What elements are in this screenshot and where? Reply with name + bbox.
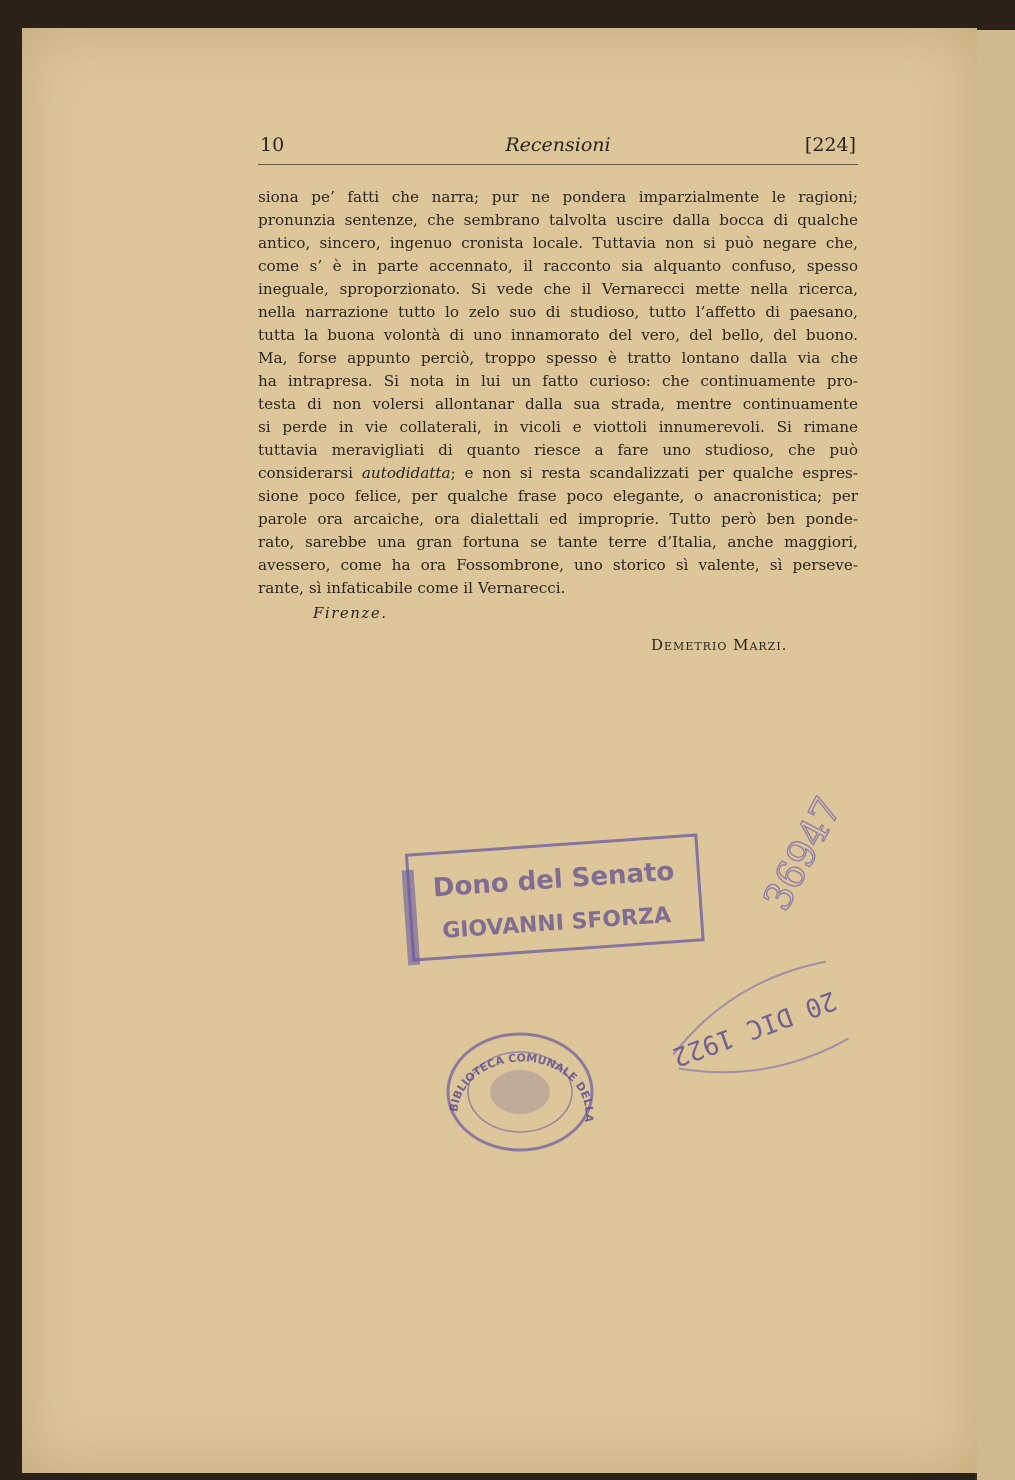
donation-stamp-line-2: GIOVANNI SFORZA (441, 902, 672, 944)
body-line: rante, sì infaticabile come il Vernarecci. (258, 579, 566, 597)
body-line: come s’ è in parte accennato, il racconto sia alquanto confuso, spesso (258, 257, 858, 275)
body-line: Ma, forse appunto perciò, troppo spesso è tratto lontano dalla via che (258, 349, 858, 367)
body-line: pronunzia sentenze, che sembrano talvolta uscire dalla bocca di qualche (258, 211, 858, 229)
body-line: tuttavia meravigliati di quanto riesce a fare uno studioso, che può (258, 441, 858, 459)
page-number: 10 (260, 134, 285, 156)
place-signature: Firenze. (313, 604, 388, 622)
body-line: considerarsi autodidatta; e non si resta scandalizzati per qualche espres- (258, 464, 858, 482)
accession-number (755, 790, 851, 917)
date-stamp (659, 958, 854, 1100)
body-line: avessero, come ha ora Fossombrone, uno storico sì valente, sì perseve- (258, 556, 858, 574)
library-seal-text: BIBLIOTECA COMUNALE DELLA (447, 1051, 596, 1123)
body-line: sione poco felice, per qualche frase poco elegante, o anacronistica; per (258, 487, 858, 505)
running-title: Recensioni (505, 134, 611, 156)
body-line: ha intrapresa. Si nota in lui un fatto curioso: che continuamente pro- (258, 372, 858, 390)
date-stamp-text: 20 DIC 1922 (668, 984, 841, 1072)
donation-stamp (401, 835, 704, 965)
body-line: siona pe’ fatti che narra; pur ne pondera imparzialmente le ragioni; (258, 188, 858, 206)
accession-number-text: 36947 (754, 789, 851, 918)
body-line: testa di non volersi allontanar dalla sua strada, mentre continuamente (258, 395, 858, 413)
original-page-number: [224] (804, 134, 856, 156)
body-line: antico, sincero, ingenuo cronista locale. Tuttavia non si può negare che, (258, 234, 858, 252)
body-line: parole ora arcaiche, ora dialettali ed improprie. Tutto però ben ponde- (258, 510, 858, 528)
body-line: ineguale, sproporzionato. Si vede che il Vernarecci mette nella ricerca, (258, 280, 858, 298)
body-line: rato, sarebbe una gran fortuna se tante terre d’Italia, anche maggiori, (258, 533, 858, 551)
author-signature: Demetrio Marzi. (651, 636, 788, 654)
body-line: nella narrazione tutto lo zelo suo di studioso, tutto l’affetto di paesano, (258, 303, 858, 321)
body-line: tutta la buona volontà di uno innamorato del vero, del bello, del buono. (258, 326, 858, 344)
donation-stamp-line-1: Dono del Senato (431, 856, 676, 904)
library-seal (447, 1034, 595, 1150)
body-line: si perde in vie collaterali, in vicoli e viottoli innumerevoli. Si rimane (258, 418, 858, 436)
